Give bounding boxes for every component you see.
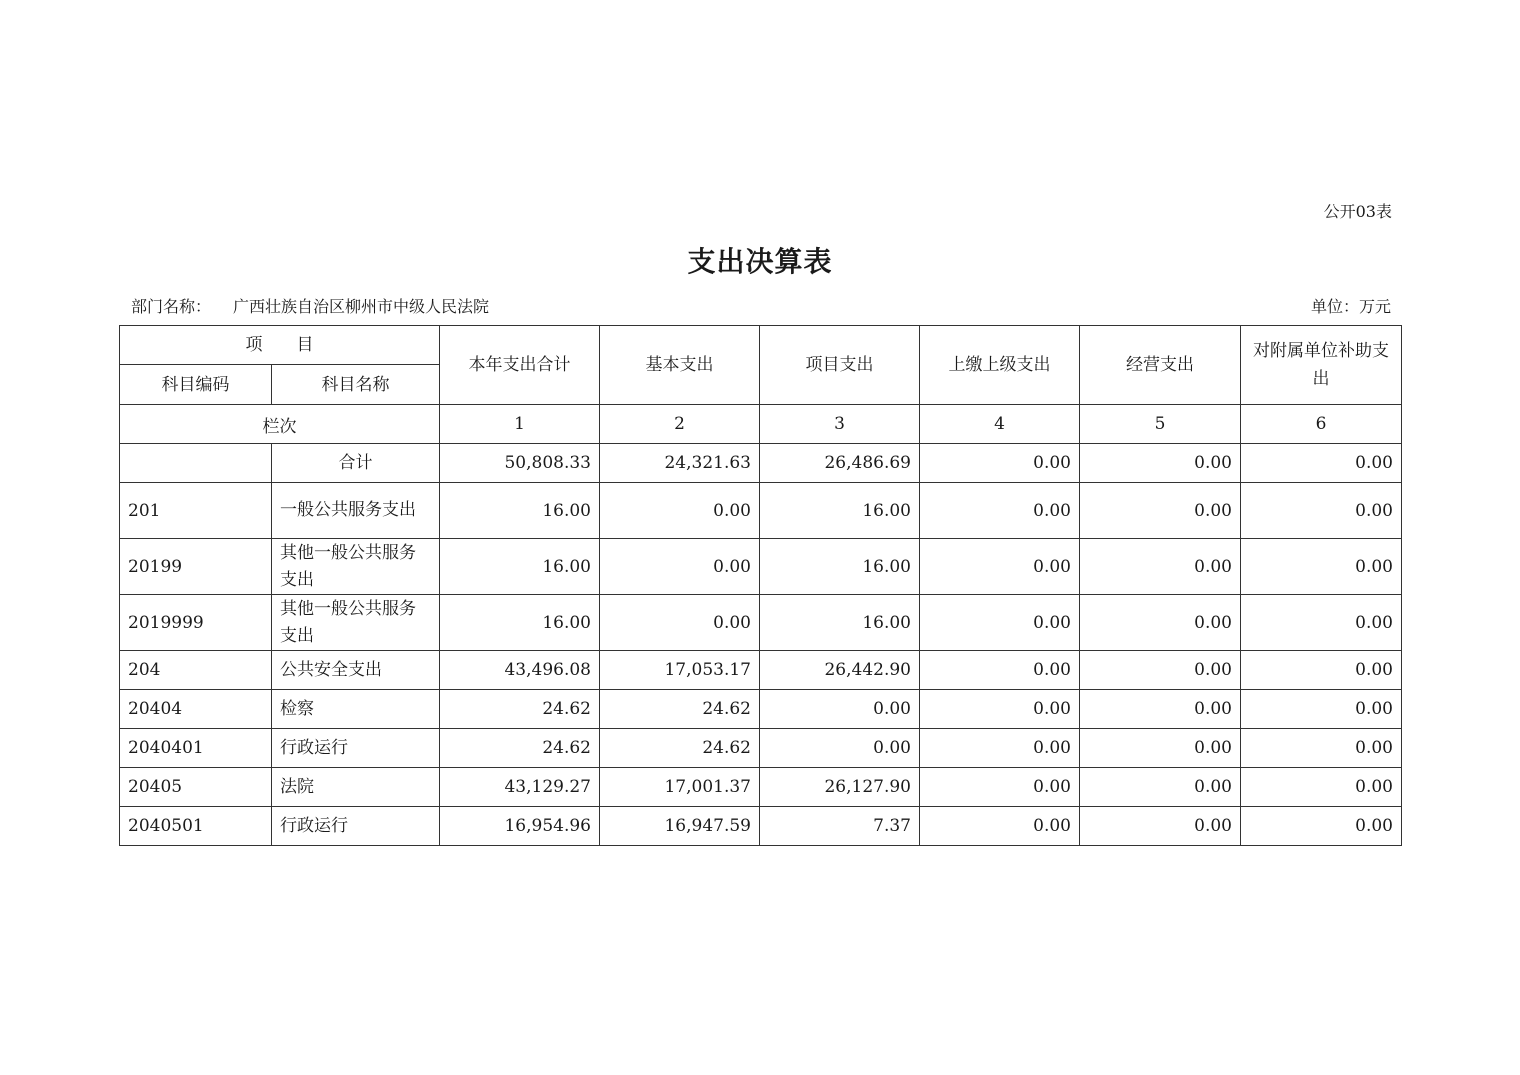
cell-value: 0.00 xyxy=(1241,595,1402,651)
table-row xyxy=(120,651,1402,690)
cell-value: 0.00 xyxy=(760,690,920,729)
cell-name: 一般公共服务支出 xyxy=(272,483,440,539)
cell-name: 合计 xyxy=(272,444,440,483)
header-basic: 基本支出 xyxy=(600,326,760,405)
cell-value: 24.62 xyxy=(440,729,600,768)
cell-value: 0.00 xyxy=(1080,729,1241,768)
cell-value: 0.00 xyxy=(1241,690,1402,729)
table-row xyxy=(120,539,1402,595)
cell-value: 0.00 xyxy=(1241,539,1402,595)
cell-code: 20405 xyxy=(120,768,272,807)
cell-value: 0.00 xyxy=(1241,444,1402,483)
cell-code: 2040401 xyxy=(120,729,272,768)
table-row xyxy=(120,729,1402,768)
cell-value: 0.00 xyxy=(600,539,760,595)
cell-value: 0.00 xyxy=(1241,807,1402,846)
header-total: 本年支出合计 xyxy=(440,326,600,405)
cell-value: 7.37 xyxy=(760,807,920,846)
cell-value: 0.00 xyxy=(1080,807,1241,846)
cell-code: 20199 xyxy=(120,539,272,595)
cell-value: 24.62 xyxy=(600,690,760,729)
header-subject-code: 科目编码 xyxy=(120,365,272,405)
department-label: 部门名称： xyxy=(131,297,212,316)
cell-value: 0.00 xyxy=(920,539,1080,595)
cell-value: 50,808.33 xyxy=(440,444,600,483)
cell-value: 16,954.96 xyxy=(440,807,600,846)
cell-code: 201 xyxy=(120,483,272,539)
cell-name: 公共安全支出 xyxy=(272,651,440,690)
cell-name: 行政运行 xyxy=(272,807,440,846)
column-number: 6 xyxy=(1241,405,1402,444)
header-subsidy: 对附属单位补助支出 xyxy=(1241,326,1402,405)
cell-value: 0.00 xyxy=(920,444,1080,483)
cell-value: 16,947.59 xyxy=(600,807,760,846)
cell-name: 其他一般公共服务支出 xyxy=(272,539,440,595)
cell-name: 行政运行 xyxy=(272,729,440,768)
cell-value: 0.00 xyxy=(1080,690,1241,729)
table-row xyxy=(120,483,1402,539)
cell-value: 17,053.17 xyxy=(600,651,760,690)
form-code: 公开03表 xyxy=(1323,202,1392,221)
meta-row xyxy=(131,294,1391,317)
cell-value: 0.00 xyxy=(1241,483,1402,539)
cell-value: 0.00 xyxy=(1080,539,1241,595)
cell-value: 26,127.90 xyxy=(760,768,920,807)
cell-value: 24.62 xyxy=(440,690,600,729)
cell-value: 0.00 xyxy=(1080,444,1241,483)
column-number: 3 xyxy=(760,405,920,444)
cell-value: 0.00 xyxy=(760,729,920,768)
cell-name: 法院 xyxy=(272,768,440,807)
cell-value: 43,496.08 xyxy=(440,651,600,690)
cell-value: 0.00 xyxy=(1241,729,1402,768)
department-name: 广西壮族自治区柳州市中级人民法院 xyxy=(233,297,490,316)
cell-code: 204 xyxy=(120,651,272,690)
expenditure-table xyxy=(119,325,1402,846)
column-number: 4 xyxy=(920,405,1080,444)
unit-label: 单位：万元 xyxy=(1310,297,1391,316)
header-project: 项目支出 xyxy=(760,326,920,405)
cell-value: 0.00 xyxy=(920,807,1080,846)
column-index-row xyxy=(120,405,1402,444)
cell-value: 0.00 xyxy=(600,483,760,539)
cell-name: 其他一般公共服务支出 xyxy=(272,595,440,651)
header-item: 项 目 xyxy=(120,326,440,365)
cell-value: 16.00 xyxy=(440,539,600,595)
cell-value: 0.00 xyxy=(920,729,1080,768)
table-row xyxy=(120,768,1402,807)
cell-code xyxy=(120,444,272,483)
header-row-1 xyxy=(120,326,1402,365)
cell-value: 0.00 xyxy=(920,768,1080,807)
cell-value: 16.00 xyxy=(760,595,920,651)
cell-value: 26,442.90 xyxy=(760,651,920,690)
cell-value: 0.00 xyxy=(920,651,1080,690)
cell-value: 16.00 xyxy=(440,483,600,539)
cell-value: 26,486.69 xyxy=(760,444,920,483)
cell-value: 0.00 xyxy=(920,595,1080,651)
column-number: 5 xyxy=(1080,405,1241,444)
department-info xyxy=(131,294,489,317)
cell-code: 20404 xyxy=(120,690,272,729)
column-index-label: 栏次 xyxy=(120,405,440,444)
cell-value: 0.00 xyxy=(1080,483,1241,539)
cell-value: 43,129.27 xyxy=(440,768,600,807)
cell-value: 16.00 xyxy=(760,483,920,539)
cell-value: 0.00 xyxy=(1080,595,1241,651)
cell-value: 0.00 xyxy=(1241,651,1402,690)
cell-value: 24,321.63 xyxy=(600,444,760,483)
cell-value: 0.00 xyxy=(920,483,1080,539)
cell-code: 2019999 xyxy=(120,595,272,651)
table-row xyxy=(120,690,1402,729)
cell-value: 0.00 xyxy=(1080,651,1241,690)
cell-value: 0.00 xyxy=(1241,768,1402,807)
column-number: 2 xyxy=(600,405,760,444)
cell-value: 24.62 xyxy=(600,729,760,768)
cell-value: 0.00 xyxy=(920,690,1080,729)
column-number: 1 xyxy=(440,405,600,444)
cell-value: 0.00 xyxy=(600,595,760,651)
cell-value: 16.00 xyxy=(440,595,600,651)
cell-value: 0.00 xyxy=(1080,768,1241,807)
table-row xyxy=(120,807,1402,846)
cell-name: 检察 xyxy=(272,690,440,729)
header-upper: 上缴上级支出 xyxy=(920,326,1080,405)
table-row-total xyxy=(120,444,1402,483)
cell-value: 17,001.37 xyxy=(600,768,760,807)
header-business: 经营支出 xyxy=(1080,326,1241,405)
cell-code: 2040501 xyxy=(120,807,272,846)
cell-value: 16.00 xyxy=(760,539,920,595)
table-row xyxy=(120,595,1402,651)
header-subject-name: 科目名称 xyxy=(272,365,440,405)
page-title: 支出决算表 xyxy=(687,245,833,278)
